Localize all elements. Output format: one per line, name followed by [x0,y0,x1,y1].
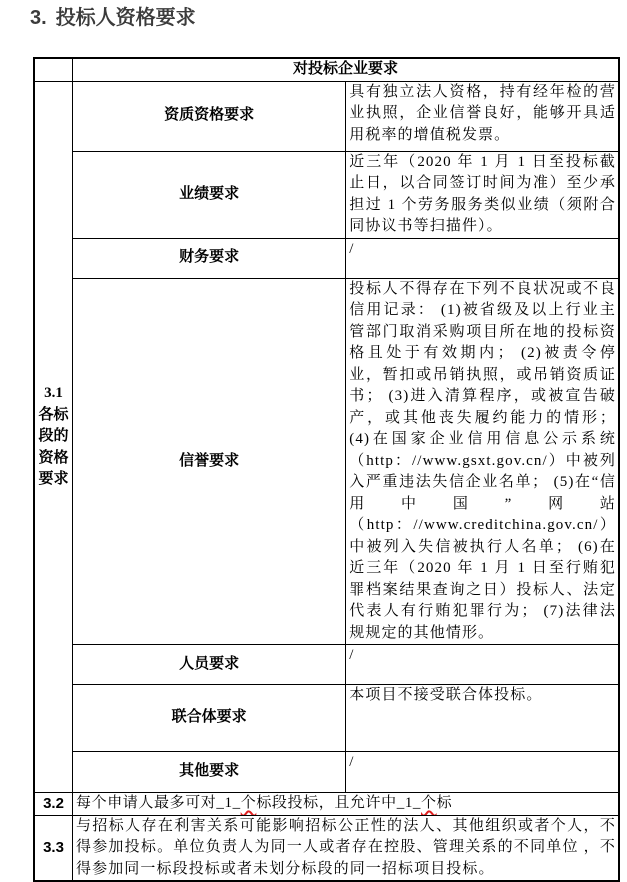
group-id: 3.1 [44,385,63,401]
row-content-consortium: 本项目不接受联合体投标。 [346,685,619,752]
table-row [34,81,619,151]
section-heading [30,6,627,30]
misspelled-text: 个 [240,795,257,811]
group-id-cell [34,81,73,793]
table-row [34,151,619,238]
row-label-qualification: 资质资格要求 [73,81,346,151]
table-row [34,645,619,685]
row-content-performance: 近三年（2020 年 1 月 1 日至投标截止日，以合同签订时间为准）至少承担过 1 个劳务服务类似业绩（须附合同协议书等扫描件）。 [346,151,619,238]
document-page [0,6,627,882]
row-label-personnel: 人员要求 [73,645,346,685]
row-content-financial: / [346,238,619,278]
table-header-cell: 对投标企业要求 [73,58,620,81]
section-number: 3. [30,7,47,29]
row-content-personnel: / [346,645,619,685]
text-part: 标 [436,795,453,811]
text-part: 每个申请人最多可对_1_ [76,795,241,811]
row-id-3-3: 3.3 [34,815,73,881]
section-heading-text: 投标人资格要求 [55,7,196,29]
row-label-credit: 信誉要求 [73,278,346,645]
row-id-3-2: 3.2 [34,793,73,816]
table-row [34,238,619,278]
row-content-3-3: 与招标人存在利害关系可能影响招标公正性的法人、其他组织或者个人，不得参加投标。单位负责人为同一人或者存在控股、管理关系的不同单位 ，不得参加同一标段投标或者未划分标段的同一招标项目投标。 [73,815,620,881]
row-label-performance: 业绩要求 [73,151,346,238]
table-row [34,752,619,793]
row-content-qualification: 具有独立法人资格，持有经年检的营业执照，企业信誉良好，能够开具适用税率的增值税发票。 [346,81,619,151]
row-content-credit: 投标人不得存在下列不良状况或不良信用记录： (1)被省级及以上行业主管部门取消采购项目所在地的投标资格且处于有效期内； (2)被责令停业，暂扣或吊销执照，或吊销资质证书； (3)进入清算程序，或被宣告破产，或其他丧失履约能力的情形； (4)在国家企业信用信息公示系统（http：//www.gsxt.gov.cn/）中被列入严重违法失信企业名单； (5)在“信用中国”网站（http：//www.creditchina.gov.cn/）中被列入失信被执行人名单； (6)在近三年（2020 年 1 月 1 日至行贿犯罪档案结果查询之日）投标人、法定代表人有行贿犯罪行为； (7)法律法规规定的其他情形。 [346,278,619,645]
table-row [34,793,619,816]
row-label-financial: 财务要求 [73,238,346,278]
header-empty-cell [34,58,73,81]
table-row [34,815,619,881]
misspelled-text: 个 [421,795,437,811]
table-row [34,278,619,645]
text-part: 标段投标，且允许中_1_ [256,795,422,811]
row-label-other: 其他要求 [73,752,346,793]
table-header-row [34,58,619,81]
row-content-3-2 [73,793,620,816]
row-content-other: / [346,752,619,793]
qualification-requirements-table [33,57,620,882]
table-row [34,685,619,752]
row-label-consortium: 联合体要求 [73,685,346,752]
group-name: 各标段的资格要求 [38,406,69,487]
